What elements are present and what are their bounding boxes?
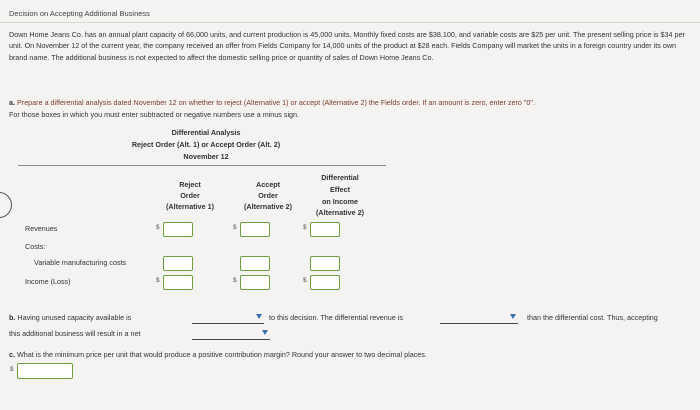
part-c-question [9, 350, 427, 360]
part-c-label: c. [9, 350, 15, 359]
revenues-alt1-input[interactable] [163, 222, 193, 237]
dollar-sign: $ [10, 366, 14, 373]
col-diff-l2: Effect [330, 185, 350, 194]
row-label-income: Income (Loss) [25, 277, 71, 286]
variable-alt2-input[interactable] [240, 256, 270, 271]
title-divider [0, 22, 700, 23]
revenues-diff-input[interactable] [310, 222, 340, 237]
col-accept-l2: Order [258, 191, 278, 200]
dollar-sign: $ [303, 224, 307, 231]
variable-diff-input[interactable] [310, 256, 340, 271]
part-a-instructions [9, 98, 535, 108]
col-diff-l3: on Income [322, 197, 358, 206]
dollar-sign: $ [156, 277, 160, 284]
col-diff-l4: (Alternative 2) [316, 208, 364, 217]
header-rule [18, 165, 386, 166]
col-reject-l2: Order [180, 191, 200, 200]
dollar-sign: $ [156, 224, 160, 231]
chevron-down-icon [510, 314, 516, 319]
net-result-dropdown[interactable] [192, 328, 270, 340]
col-reject-l3: (Alternative 1) [166, 202, 214, 211]
col-accept-l3: (Alternative 2) [244, 202, 292, 211]
income-diff-input[interactable] [310, 275, 340, 290]
income-alt2-input[interactable] [240, 275, 270, 290]
part-a-note: For those boxes in which you must enter subtracted or negative numbers use a minus sign. [9, 110, 300, 119]
part-b-line1-start [9, 313, 131, 323]
variable-alt1-input[interactable] [163, 256, 193, 271]
analysis-subheading: Reject Order (Alt. 1) or Accept Order (Alt. 2) [131, 140, 281, 149]
part-b-label: b. [9, 313, 16, 322]
revenue-comparison-dropdown[interactable] [440, 312, 518, 324]
col-accept-l1: Accept [256, 180, 280, 189]
part-a-label: a. [9, 98, 15, 107]
previous-nav-circle[interactable] [0, 192, 12, 218]
dollar-sign: $ [233, 277, 237, 284]
part-a-text: Prepare a differential analysis dated November 12 on whether to reject (Alternative 1) or accept (Alternative 2) the Fields order. If an amount is zero, enter zero "0". [17, 98, 535, 107]
dollar-sign: $ [303, 277, 307, 284]
part-b-text2: to this decision. The differential revenue is [269, 313, 403, 322]
col-reject-l1: Reject [179, 180, 201, 189]
analysis-date: November 12 [183, 152, 229, 161]
part-b-text1: Having unused capacity available is [17, 313, 132, 322]
problem-intro: Down Home Jeans Co. has an annual plant capacity of 66,000 units, and current production is 45,000 units. Monthly fixed costs are $38,100, and variable costs are $25 per unit. The present selling price is $34 per unit. On November 12 of the current year, the company received an offer from Fields Company for 14,000 units of the product at $28 each. Fields Company will market the units in a foreign country under its own brand name. The additional business is not expected to affect the domestic selling price or quantity of sales of Down Home Jeans Co. [9, 30, 685, 62]
dollar-sign: $ [233, 224, 237, 231]
revenues-alt2-input[interactable] [240, 222, 270, 237]
income-alt1-input[interactable] [163, 275, 193, 290]
row-label-revenues: Revenues [25, 224, 58, 233]
part-c-text: What is the minimum price per unit that would produce a positive contribution margin? Round your answer to two decimal places. [17, 350, 427, 359]
analysis-heading: Differential Analysis [171, 128, 241, 137]
page-title: Decision on Accepting Additional Business [9, 9, 150, 18]
row-label-costs: Costs: [25, 242, 46, 251]
part-b-text4: this additional business will result in a net [9, 329, 141, 338]
capacity-relevance-dropdown[interactable] [192, 312, 264, 324]
part-b-text3: than the differential cost. Thus, accepting [527, 313, 658, 322]
chevron-down-icon [256, 314, 262, 319]
row-label-variable-costs: Variable manufacturing costs [34, 258, 127, 267]
minimum-price-input[interactable] [17, 363, 73, 379]
col-diff-l1: Differential [321, 173, 359, 182]
chevron-down-icon [262, 330, 268, 335]
